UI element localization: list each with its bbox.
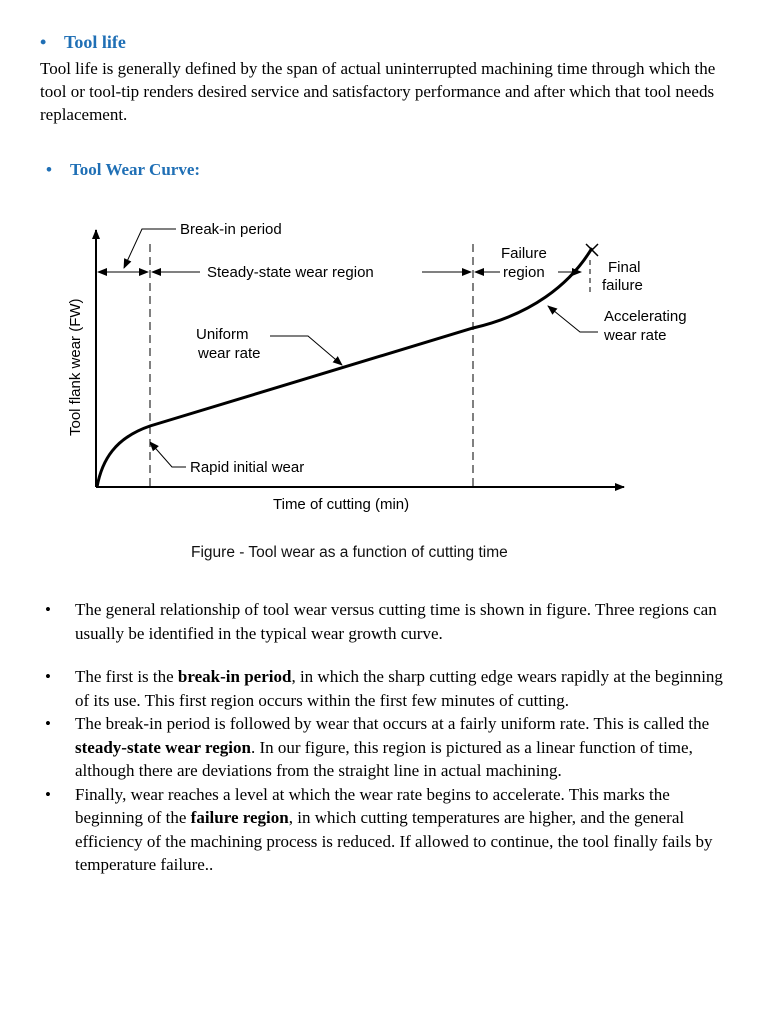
label-failure-region-1: Failure	[501, 245, 547, 262]
bullet-text: , in which the sharp cutting edge wears rapidly at the beginning of its use. This first region occurs within the first few minutes of cutting.	[75, 667, 723, 710]
bullet-text: The first is the	[75, 667, 178, 686]
bullet-item	[40, 598, 730, 645]
label-uniform-2: wear rate	[198, 345, 261, 362]
label-accelerating-1: Accelerating	[604, 308, 687, 325]
heading-text: Tool life	[64, 32, 126, 52]
bullet-item	[40, 665, 730, 712]
label-uniform-1: Uniform	[196, 326, 249, 343]
heading-bullet: •	[46, 160, 52, 179]
label-rapid-initial: Rapid initial wear	[190, 459, 305, 476]
bullet-item	[40, 712, 730, 783]
bullet-text: Finally, wear reaches a level at which the wear rate begins to accelerate. This marks the beginning of the	[75, 784, 670, 827]
leader-accelerating	[548, 306, 598, 332]
leader-rapid	[150, 442, 186, 467]
bullet-text: . In our figure, this region is pictured as a linear function of time, although there are deviations from the straight line in actual machining.	[75, 737, 693, 780]
intro-paragraph: Tool life is generally defined by the span of actual uninterrupted machining time through which the tool or tool-tip renders desired service and satisfactory performance and after which that tool needs replacement.	[40, 59, 716, 124]
label-failure-region-2: region	[503, 264, 545, 281]
heading-tool-life	[40, 32, 126, 53]
bullet-list	[40, 598, 730, 877]
bold-term: steady-state wear region	[75, 737, 251, 757]
bullet-text: , in which cutting temperatures are higher, and the general efficiency of the machining process is reduced. If allowed to continue, the tool finally fails by temperature failure..	[75, 808, 713, 874]
label-accelerating-2: wear rate	[604, 327, 667, 344]
y-axis-label: Tool flank wear (FW)	[67, 298, 84, 436]
bullet-text: The general relationship of tool wear versus cutting time is shown in figure. Three regions can usually be identified in the typical wear growth curve.	[75, 600, 717, 643]
label-final-failure-2: failure	[602, 277, 643, 294]
tool-wear-figure	[60, 210, 720, 570]
x-axis-label: Time of cutting (min)	[273, 496, 410, 513]
leader-uniform	[270, 336, 342, 365]
bold-term: failure region	[190, 808, 289, 827]
heading-bullet: •	[40, 32, 47, 52]
tool-wear-diagram	[60, 210, 720, 570]
bold-term: break-in period	[177, 667, 292, 686]
bullet-item	[40, 783, 730, 877]
heading-tool-wear-curve	[46, 160, 200, 180]
wear-curve	[97, 248, 592, 487]
heading-text: Tool Wear Curve:	[70, 160, 201, 179]
bullet-text: The break-in period is followed by wear that occurs at a fairly uniform rate. This is called the	[75, 714, 710, 733]
label-steady-state: Steady-state wear region	[207, 264, 374, 281]
label-break-in: Break-in period	[180, 221, 282, 238]
figure-caption: Figure - Tool wear as a function of cutting time	[191, 544, 508, 561]
label-final-failure-1: Final	[608, 259, 641, 276]
